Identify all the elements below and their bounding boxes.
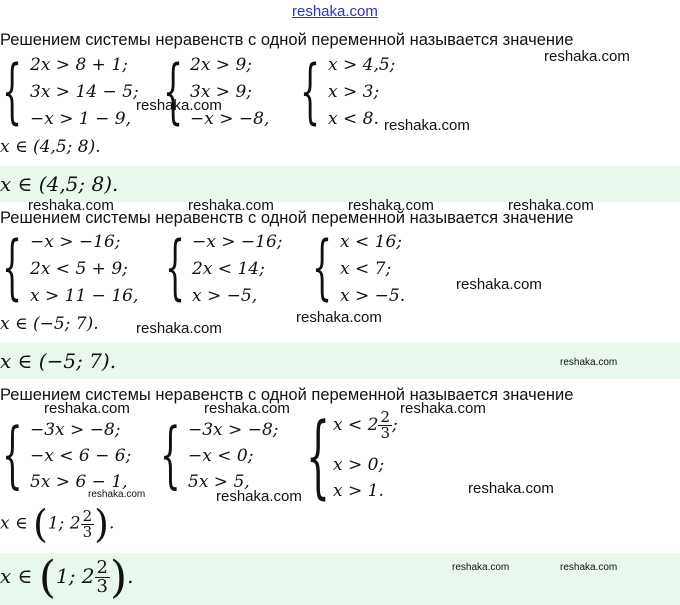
p2-col1-row1: −x > −16; — [30, 232, 121, 252]
p2-answer: x ∈ (−5; 7). — [0, 349, 117, 373]
watermark: reshaka.com — [544, 48, 630, 65]
system-brace: { — [300, 50, 321, 132]
p3-col3-row2: x > 0; — [333, 455, 385, 475]
p1-answer: x ∈ (4,5; 8). — [0, 172, 119, 196]
p2-col1-row3: x > 11 − 16, — [30, 286, 139, 306]
watermark: reshaka.com — [136, 97, 222, 114]
p1-col2-row2: 3x > 9; — [190, 82, 252, 102]
system-brace: { — [160, 412, 181, 496]
p1-col3-row2: x > 3; — [328, 82, 380, 102]
watermark: reshaka.com — [296, 309, 382, 326]
p1-col2-row3: −x > −8, — [190, 109, 270, 129]
watermark: reshaka.com — [188, 197, 274, 214]
site-link[interactable]: reshaka.com — [292, 3, 378, 20]
system-brace: { — [306, 404, 331, 509]
p3-col2-row3: 5x > 5, — [188, 472, 250, 492]
definition-heading-1: Решением системы неравенств с одной переменной называется значение — [0, 31, 574, 49]
p1-col1-row3: −x > 1 − 9, — [30, 109, 131, 129]
system-brace: { — [2, 412, 23, 496]
watermark: reshaka.com — [560, 562, 618, 573]
p3-col3-row1: x < 2 $\frac{2}{3}$ ; — [333, 408, 398, 442]
p1-col2-row1: 2x > 9; — [190, 55, 252, 75]
p2-col3-row3: x > −5. — [340, 286, 406, 306]
watermark: reshaka.com — [400, 400, 486, 417]
p1-col1-row1: 2x > 8 + 1; — [30, 55, 128, 75]
p2-result: x ∈ (−5; 7). — [0, 314, 99, 334]
watermark: reshaka.com — [44, 400, 130, 417]
p2-col3-row2: x < 7; — [340, 259, 392, 279]
watermark: reshaka.com — [216, 488, 302, 505]
watermark: reshaka.com — [384, 117, 470, 134]
system-brace: { — [2, 50, 23, 132]
system-brace: { — [312, 226, 333, 308]
p3-col2-row1: −3x > −8; — [188, 420, 279, 440]
p3-answer: x ∈ (1; 2 $\frac{2}{3}$ ). — [0, 552, 134, 603]
watermark: reshaka.com — [88, 489, 146, 500]
definition-heading-2: Решением системы неравенств с одной переменной называется значение — [0, 209, 574, 227]
p3-col2-row2: −x < 0; — [188, 446, 254, 466]
p3-col1-row2: −x < 6 − 6; — [30, 446, 132, 466]
p1-result: x ∈ (4,5; 8). — [0, 137, 101, 157]
p1-col1-row2: 3x > 14 − 5; — [30, 82, 139, 102]
p2-col2-row1: −x > −16; — [192, 232, 283, 252]
system-brace: { — [163, 50, 184, 132]
definition-heading-3: Решением системы неравенств с одной переменной называется значение — [0, 386, 574, 404]
watermark: reshaka.com — [508, 197, 594, 214]
watermark: reshaka.com — [456, 276, 542, 293]
p3-col3-row3: x > 1. — [333, 481, 384, 501]
watermark: reshaka.com — [468, 480, 554, 497]
system-brace: { — [2, 226, 23, 308]
p3-result: x ∈ (1; 2 $\frac{2}{3}$ ). — [0, 502, 115, 546]
watermark: reshaka.com — [136, 320, 222, 337]
watermark: reshaka.com — [28, 197, 114, 214]
watermark: reshaka.com — [452, 562, 510, 573]
watermark: reshaka.com — [348, 197, 434, 214]
watermark: reshaka.com — [204, 400, 290, 417]
p2-col2-row3: x > −5, — [192, 286, 258, 306]
p3-col1-row3: 5x > 6 − 1, — [30, 472, 128, 492]
p3-col1-row1: −3x > −8; — [30, 420, 121, 440]
p1-col3-row3: x < 8. — [328, 109, 379, 129]
p2-col2-row2: 2x < 14; — [192, 259, 265, 279]
p2-col1-row2: 2x < 5 + 9; — [30, 259, 128, 279]
p2-col3-row1: x < 16; — [340, 232, 402, 252]
system-brace: { — [165, 226, 186, 308]
p1-col3-row1: x > 4,5; — [328, 55, 396, 75]
watermark: reshaka.com — [560, 357, 618, 368]
